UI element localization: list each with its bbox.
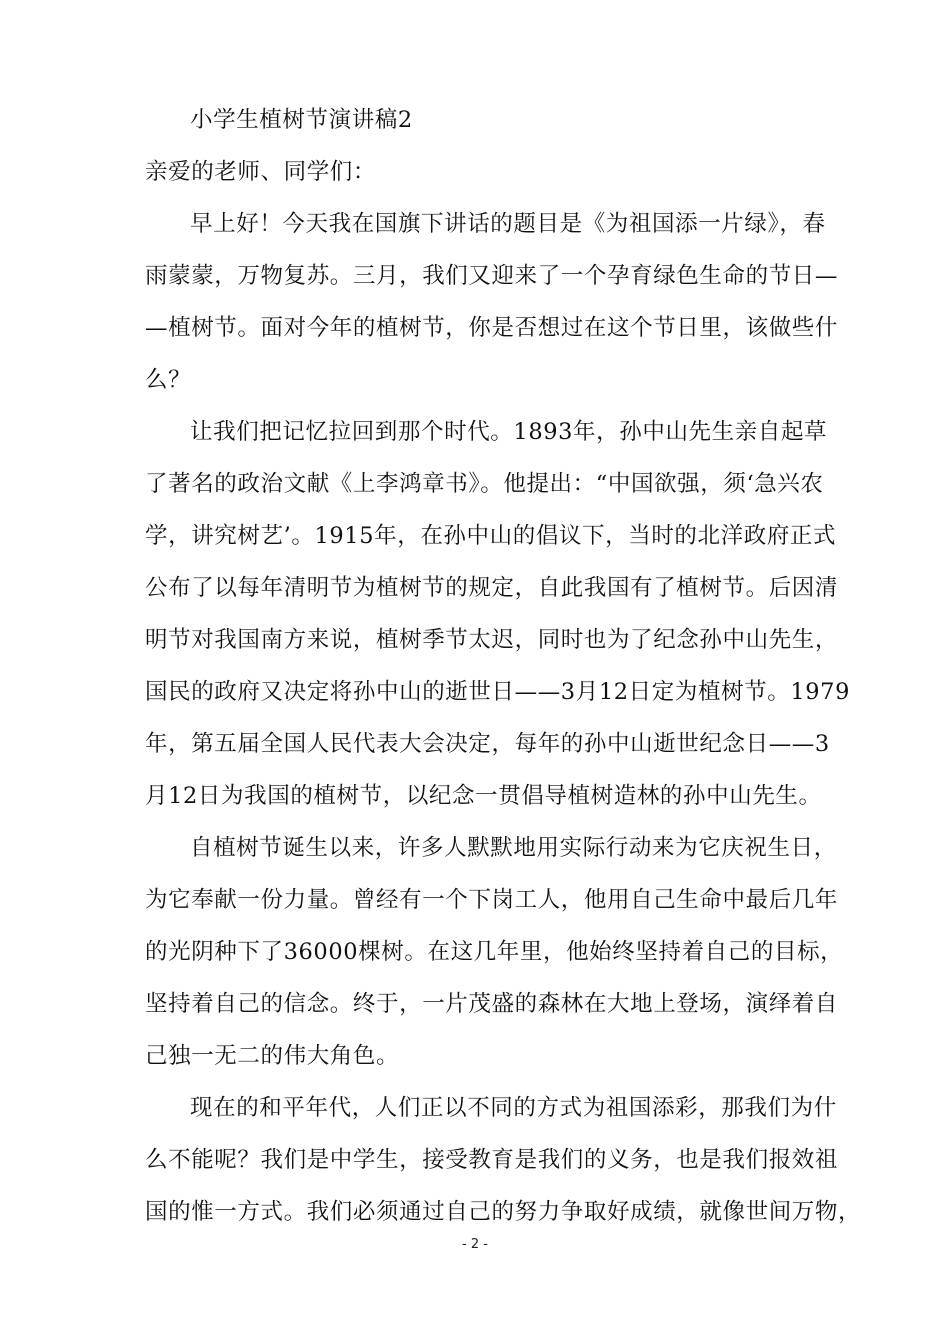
body-line: 早上好！今天我在国旗下讲话的题目是《为祖国添一片绿》，春 xyxy=(190,211,826,237)
body-line: 国民的政府又决定将孙中山的逝世日——3月12日定为植树节。1979 xyxy=(145,679,851,705)
salutation: 亲爱的老师、同学们： xyxy=(145,159,377,185)
body-line: 公布了以每年清明节为植树节的规定，自此我国有了植树节。后因清 xyxy=(145,575,839,601)
body-line: 么不能呢？我们是中学生，接受教育是我们的义务，也是我们报效祖 xyxy=(145,1147,839,1173)
body-line: 让我们把记忆拉回到那个时代。1893年，孙中山先生亲自起草 xyxy=(190,419,828,445)
body-line: 月12日为我国的植树节，以纪念一贯倡导植树造林的孙中山先生。 xyxy=(145,783,822,809)
body-line: 年，第五届全国人民代表大会决定，每年的孙中山逝世纪念日——3 xyxy=(145,731,830,757)
body-line: 坚持着自己的信念。终于，一片茂盛的森林在大地上登场，演绎着自 xyxy=(145,991,839,1017)
body-line: 自植树节诞生以来，许多人默默地用实际行动来为它庆祝生日， xyxy=(190,835,837,861)
page-number: - 2 - xyxy=(462,1237,488,1252)
body-line: 现在的和平年代，人们正以不同的方式为祖国添彩，那我们为什 xyxy=(190,1095,837,1121)
body-line: 雨蒙蒙，万物复苏。三月，我们又迎来了一个孕育绿色生命的节日— xyxy=(145,263,839,289)
body-line: 为它奉献一份力量。曾经有一个下岗工人，他用自己生命中最后几年 xyxy=(145,887,839,913)
body-line: 国的惟一方式。我们必须通过自己的努力争取好成绩，就像世间万物， xyxy=(145,1199,862,1225)
body-line: —植树节。面对今年的植树节，你是否想过在这个节日里，该做些什 xyxy=(145,315,839,341)
body-line: 了著名的政治文献《上李鸿章书》。他提出：“中国欲强，须‘急兴农 xyxy=(145,471,824,497)
body-line: 的光阴种下了36000棵树。在这几年里，他始终坚持着自己的目标， xyxy=(145,939,844,965)
body-line: 明节对我国南方来说，植树季节太迟，同时也为了纪念孙中山先生， xyxy=(145,627,839,653)
body-line: 么？ xyxy=(145,367,192,393)
body-line: 学，讲究树艺’。1915年，在孙中山的倡议下，当时的北洋政府正式 xyxy=(145,523,837,549)
body-line: 己独一无二的伟大角色。 xyxy=(145,1043,400,1069)
document-title: 小学生植树节演讲稿2 xyxy=(190,107,413,133)
